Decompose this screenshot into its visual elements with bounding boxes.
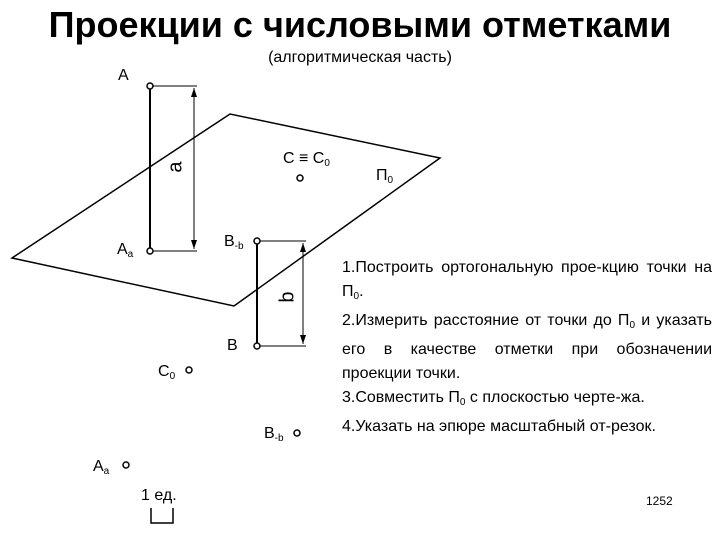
arrowhead [191, 240, 197, 249]
step-text: 3.Совместить П [342, 389, 460, 406]
step-subscript: 0 [459, 397, 466, 408]
label-scale: 1 ед. [141, 487, 177, 504]
slide-title: Проекции с числовыми отметками [48, 4, 672, 45]
step-subscript: 0 [353, 291, 360, 302]
dimension-label-b: b [276, 291, 299, 303]
step-text: 2.Измерить расстояние от точки до П [342, 312, 630, 329]
epure-point-a [123, 462, 129, 468]
step-text: 1.Построить ортогональную прое-кцию точки на П [342, 259, 712, 300]
label-point-b: B [227, 337, 238, 354]
label-plane-pi0 [376, 168, 393, 186]
step-subscript: 0 [629, 320, 635, 331]
label-subscript: 0 [169, 371, 176, 382]
step-text-after: с плоскостью черте-жа. [465, 389, 645, 406]
step-text-after: . [359, 283, 364, 300]
label-base: П [376, 167, 388, 184]
scale-segment [151, 508, 173, 523]
step-3 [342, 386, 712, 415]
label-epure-b [264, 426, 284, 444]
label-subscript: a [127, 249, 134, 260]
label-subscript: a [103, 466, 110, 477]
label-base: C [158, 363, 170, 380]
point-b [254, 343, 260, 349]
step-text: 4.Указать на эпюре масштабный от-резок. [342, 418, 656, 435]
point-a [147, 83, 153, 89]
label-subscript: -b [234, 241, 244, 252]
step-2 [342, 309, 712, 386]
step-1 [342, 256, 712, 309]
label-subscript: -b [274, 433, 284, 444]
epure-point-c0 [186, 367, 192, 373]
label-point-a-proj [117, 242, 133, 260]
label-subscript: 0 [324, 158, 330, 169]
algorithm-steps [342, 256, 712, 439]
label-point-a: A [118, 67, 129, 84]
label-epure-c0 [158, 364, 175, 382]
slide-subtitle: (алгоритмическая часть) [268, 49, 452, 66]
label-point-b-proj [224, 234, 244, 252]
label-epure-a [93, 459, 109, 477]
label-c-equals-c0 [283, 151, 330, 169]
dimension-label-a: a [164, 161, 187, 173]
point-b-projection [254, 238, 260, 244]
label-subscript: 0 [387, 175, 394, 186]
label-base: A [93, 458, 104, 475]
arrowhead [300, 243, 306, 252]
label-base: B [264, 425, 275, 442]
label-base: C ≡ C [283, 150, 325, 167]
point-a-projection [147, 248, 153, 254]
step-4 [342, 415, 712, 439]
label-base: A [117, 241, 128, 258]
arrowhead [300, 335, 306, 344]
epure-point-b [294, 430, 300, 436]
label-base: B [224, 233, 235, 250]
arrowhead [191, 88, 197, 97]
page-number: 1252 [646, 494, 673, 508]
step-text-after: и указать его в качестве отметки при обозначении проекции точки. [342, 312, 712, 382]
point-c [297, 175, 303, 181]
